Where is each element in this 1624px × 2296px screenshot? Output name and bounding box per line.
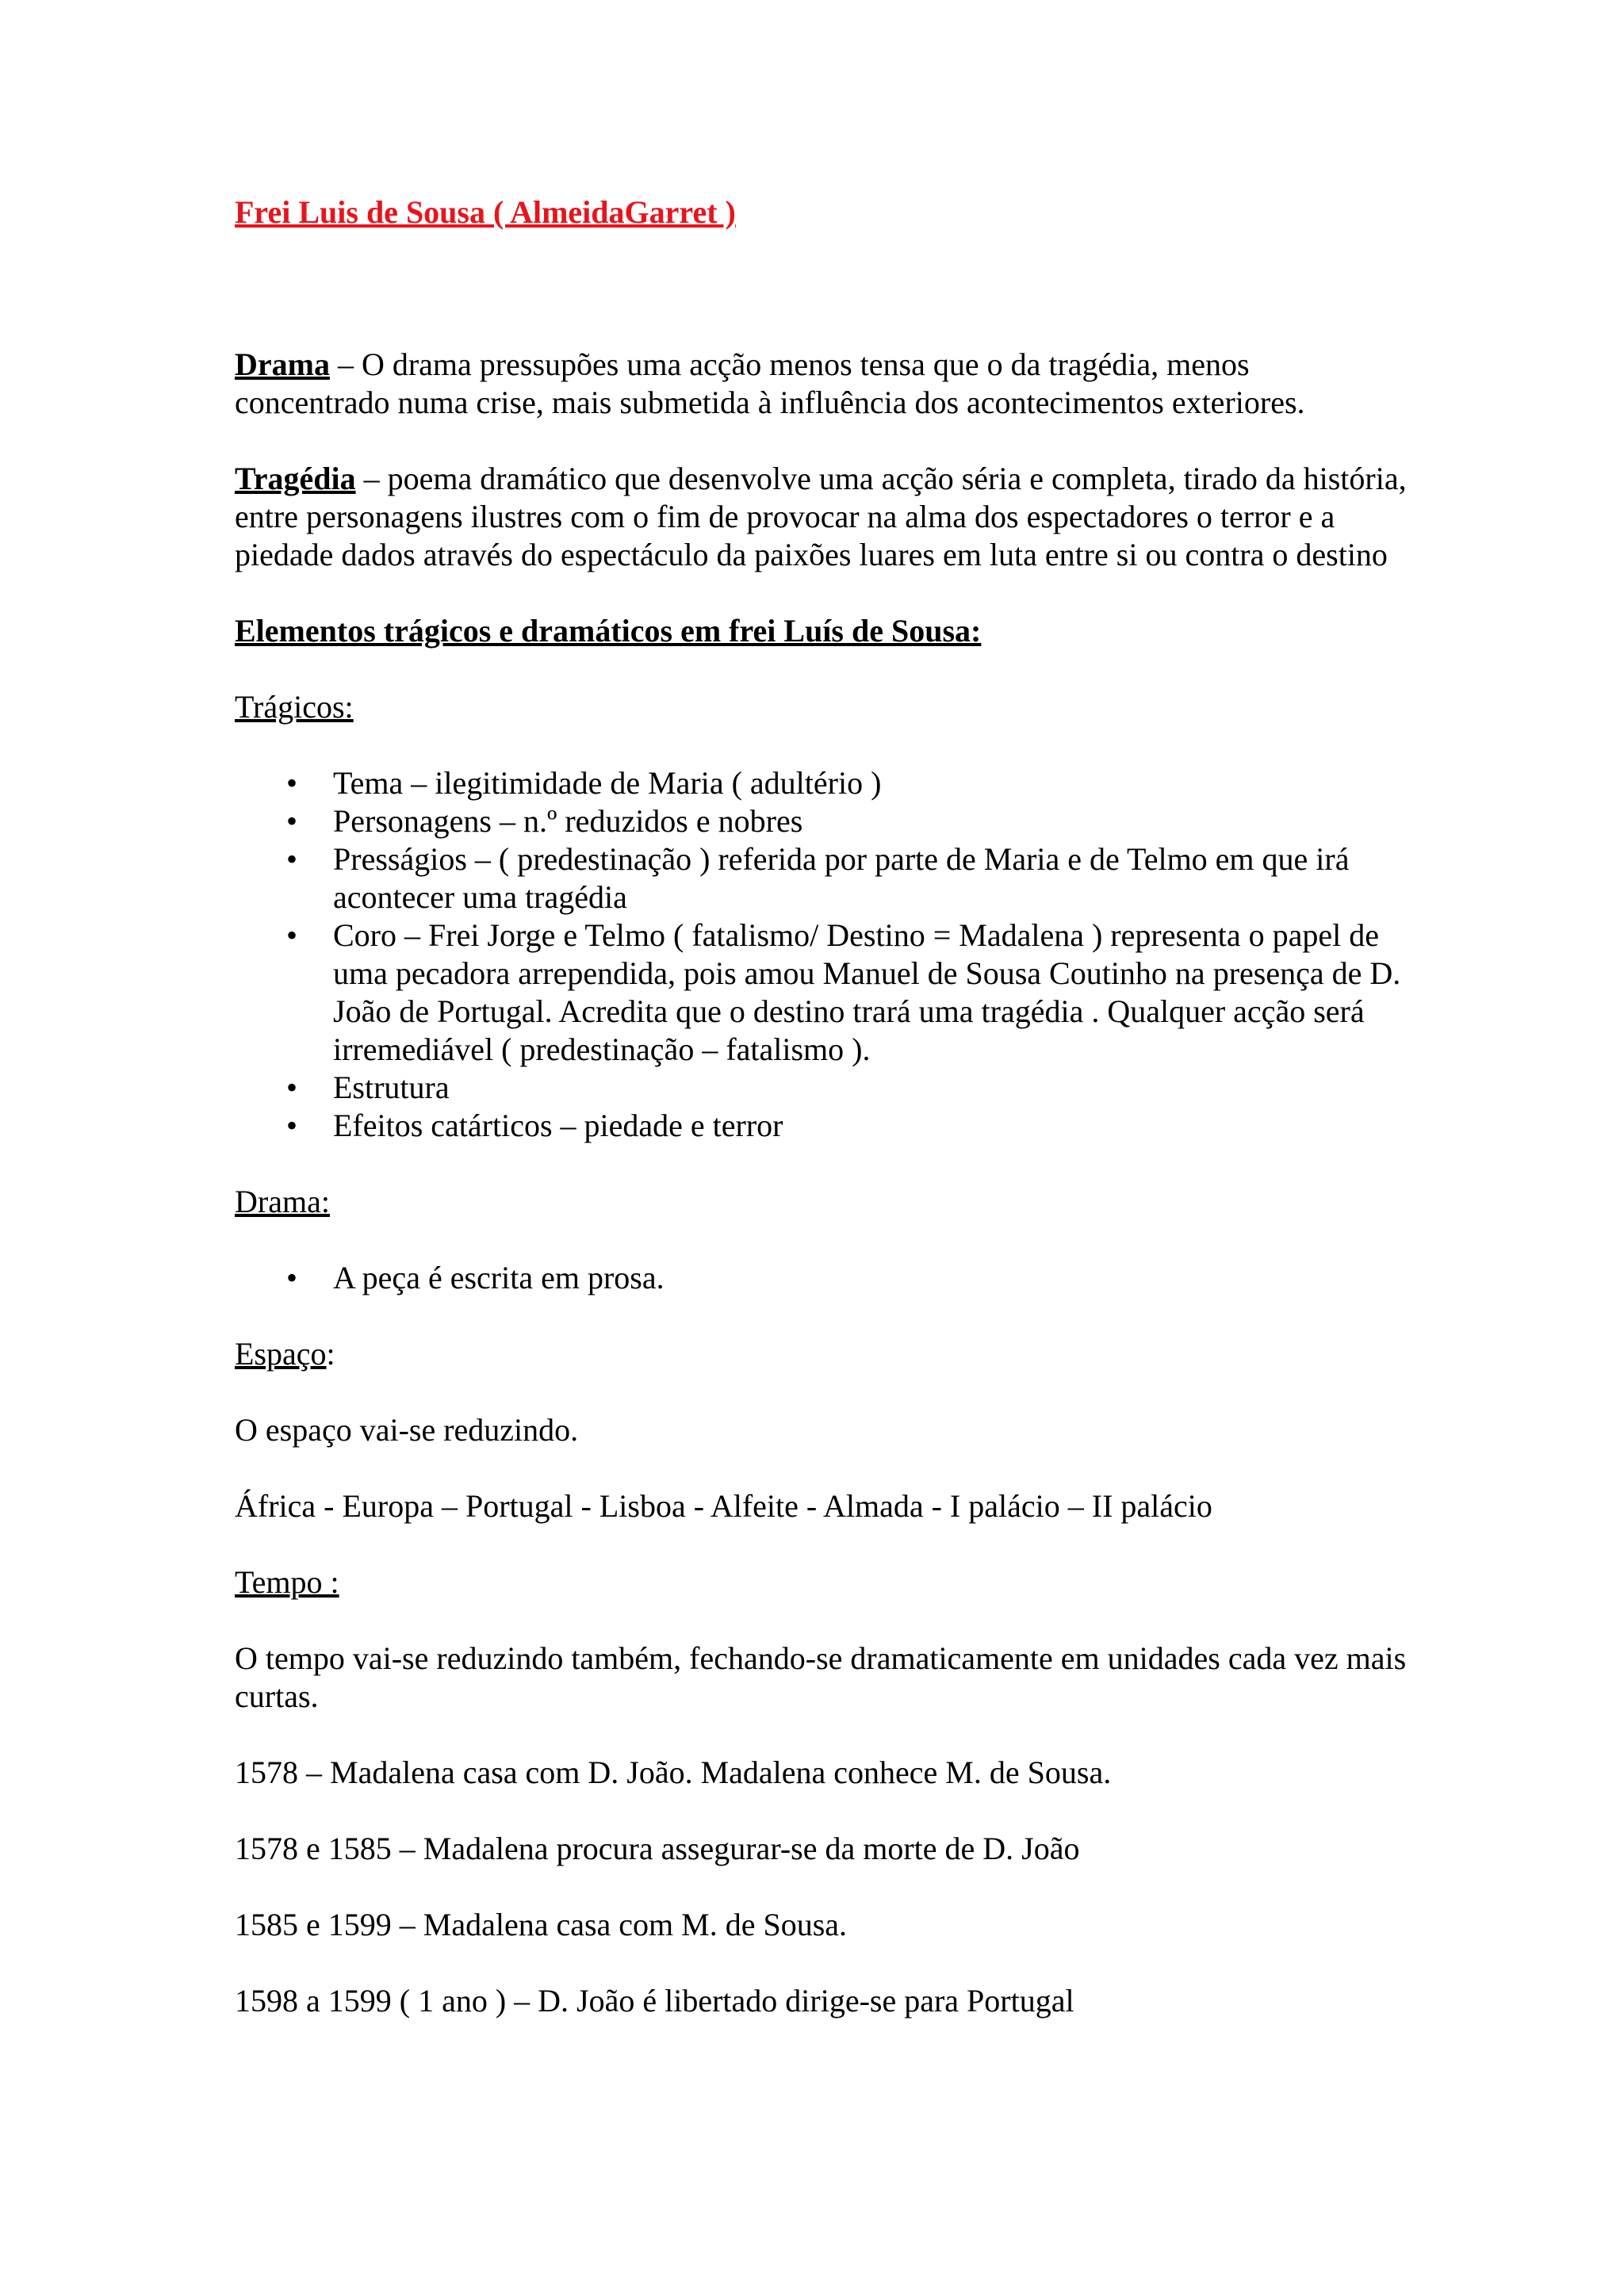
list-item-text: Tema – ilegitimidade de Maria ( adultério ) — [333, 765, 882, 801]
document-title: Frei Luis de Sousa ( AlmeidaGarret ) — [235, 194, 736, 230]
espaco-label: Espaço — [235, 1336, 327, 1372]
drama-term: Drama — [235, 346, 330, 382]
tempo-entry: 1578 – Madalena casa com D. João. Madalena conhece M. de Sousa. — [235, 1755, 1112, 1790]
tempo-entry: 1585 e 1599 – Madalena casa com M. de Sousa. — [235, 1907, 848, 1942]
bullet-icon: • — [285, 841, 297, 877]
bullet-icon: • — [285, 765, 297, 801]
list-item-text: Estrutura — [333, 1070, 450, 1105]
bullet-icon: • — [285, 1070, 297, 1105]
tempo-label: Tempo : — [235, 1564, 339, 1600]
list-item — [235, 916, 1408, 1069]
drama-definition — [235, 346, 1408, 422]
tempo-entry: 1578 e 1585 – Madalena procura assegurar-se da morte de D. João — [235, 1831, 1080, 1866]
espaco-intro: O espaço vai-se reduzindo. — [235, 1412, 579, 1448]
espaco-heading — [235, 1335, 1408, 1373]
list-item-text: A peça é escrita em prosa. — [333, 1260, 665, 1295]
list-item — [235, 1069, 1408, 1107]
drama-section-label: Drama: — [235, 1184, 330, 1219]
bullet-icon: • — [285, 917, 297, 953]
tempo-intro: O tempo vai-se reduzindo também, fechando-se dramaticamente em unidades cada vez mais curtas. — [235, 1640, 1407, 1714]
tempo-entry: 1598 a 1599 ( 1 ano ) – D. João é libertado dirige-se para Portugal — [235, 1983, 1074, 2019]
list-item — [235, 802, 1408, 840]
tragicos-list — [235, 764, 1408, 1145]
espaco-sequence: África - Europa – Portugal - Lisboa - Alfeite - Almada - I palácio – II palácio — [235, 1488, 1212, 1524]
tragedia-term: Tragédia — [235, 461, 356, 496]
tragicos-label: Trágicos: — [235, 689, 354, 725]
list-item-text: Coro – Frei Jorge e Telmo ( fatalismo/ Destino = Madalena ) representa o papel de uma pecadora arrependida, pois amou Manuel de Sousa Coutinho na presença de D. João de Portugal. Acredita que o destino trará uma tragédia . Qualquer acção será irremediável ( predestinação – fatalismo ). — [333, 917, 1401, 1067]
bullet-icon: • — [285, 803, 297, 839]
tragedia-definition-text: – poema dramático que desenvolve uma acção séria e completa, tirado da história, entre personagens ilustres com o fim de provocar na alma dos espectadores o terror e a piedade dados através do espectáculo da paixões luares em luta entre si ou contra o destino — [235, 461, 1407, 572]
list-item-text: Presságios – ( predestinação ) referida por parte de Maria e de Telmo em que irá acontecer uma tragédia — [333, 841, 1350, 915]
list-item — [235, 1107, 1408, 1145]
list-item — [235, 764, 1408, 802]
list-item-text: Efeitos catárticos – piedade e terror — [333, 1108, 783, 1143]
list-item — [235, 1259, 1408, 1297]
list-item — [235, 840, 1408, 916]
drama-list — [235, 1259, 1408, 1297]
document-content — [235, 193, 1408, 2020]
tragedia-definition — [235, 460, 1408, 574]
drama-definition-text: – O drama pressupões uma acção menos tensa que o da tragédia, menos concentrado numa crise, mais submetida à influência dos acontecimentos exteriores. — [235, 346, 1305, 420]
bullet-icon: • — [285, 1260, 297, 1295]
espaco-label-suffix: : — [326, 1336, 335, 1372]
elements-heading: Elementos trágicos e dramáticos em frei Luís de Sousa: — [235, 613, 982, 649]
bullet-icon: • — [285, 1108, 297, 1143]
list-item-text: Personagens – n.º reduzidos e nobres — [333, 803, 803, 839]
